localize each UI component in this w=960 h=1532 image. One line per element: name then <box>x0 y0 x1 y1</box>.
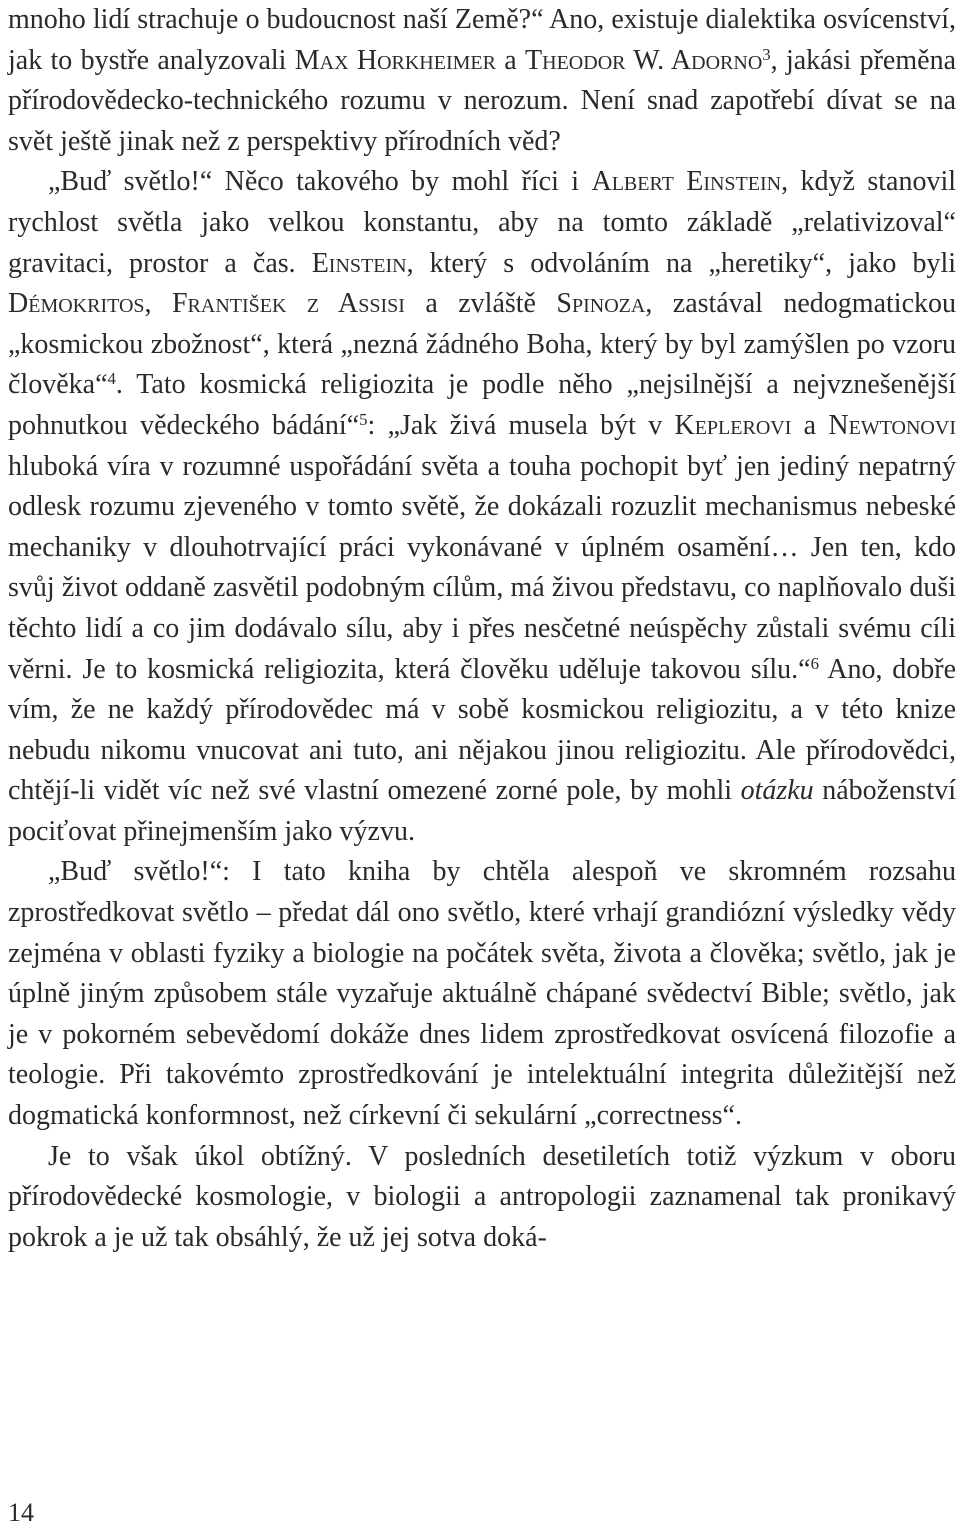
text-run: , jakási přeměna přírodovědecko-technického rozumu v nerozum. Není snad zapotřebí dívat se na svět ještě jinak než z perspektivy přírodních věd? <box>8 44 956 157</box>
name-smallcaps: Max Horkheimer <box>294 44 496 76</box>
paragraph <box>8 0 956 162</box>
name-smallcaps: Albert Einstein <box>591 166 782 198</box>
footnote-marker: 6 <box>810 653 819 673</box>
paragraph <box>8 162 956 852</box>
text-run: náboženství pociťovat přinejmenším jako výzvu. <box>8 775 956 847</box>
paragraph <box>8 1137 956 1259</box>
page-text <box>8 0 956 1258</box>
name-smallcaps: Newtonovi <box>828 409 956 441</box>
text-run: , který s odvoláním na „heretiky“, jako byli <box>406 247 956 279</box>
text-run: , zastával nedogmatickou „kosmickou zbožnost“, která „nezná žádného Boha, který by byl zamýšlen po vzoru člověka“ <box>8 288 957 401</box>
text-run: „Buď světlo!“: I tato kniha by chtěla alespoň ve skromném rozsahu zprostředkovat světlo – předat dál ono světlo, které vrhají grandiózní výsledky vědy zejména v oblasti fyziky a biologie na počátek světa, života a člověka; světlo, jak je úplně jiným způsobem stále vyzařuje aktuálně chápané svědectví Bible; světlo, jak je v pokorném sebevědomí dokáže dnes lidem zprostředkovat osvícená filozofie a teologie. Při takovémto zprostředkování je intelektuální integrita důležitější než dogmatická konformnost, než církevní či sekulární „correctness“. <box>8 856 956 1132</box>
name-smallcaps: Keplerovi <box>674 409 792 441</box>
emphasis: otázku <box>740 775 814 807</box>
text-run: a <box>495 44 526 76</box>
name-smallcaps: Spinoza <box>556 288 646 320</box>
paragraph <box>8 852 956 1136</box>
text-run: Je to však úkol obtížný. V posledních desetiletích totiž výzkum v oboru přírodovědecké kosmologie, v biologii a antropologii zaznamenal tak pronikavý pokrok a je už tak obsáhlý, že už jej sotva doká- <box>8 1140 956 1253</box>
name-smallcaps: František z Assisi <box>171 288 405 320</box>
text-run: . Tato kosmická religiozita je podle něho „nejsilnější a nejvznešenější pohnutkou vědeckého bádání“ <box>8 369 956 441</box>
text-run: hluboká víra v rozumné uspořádání světa a touha pochopit byť jen jediný nepatrný odlesk rozumu zjeveného v tomto světě, že dokázali rozuzlit mechanismus nebeské mechaniky v dlouhotrvající práci vykonávané v úplném osamění… Jen ten, kdo svůj život oddaně zasvětil podobným cílům, má živou představu, co naplňovalo duši těchto lidí a co jim dodávalo sílu, aby i přes nesčetné neúspěchy zůstali svému cíli věrni. Je to kosmická religiozita, která člověku uděluje takovou sílu.“ <box>8 450 956 685</box>
footnote-marker: 5 <box>359 409 368 429</box>
footnote-marker: 3 <box>762 44 771 64</box>
name-smallcaps: Theodor W. Adorno <box>525 44 763 76</box>
text-run: mnoho lidí strachuje o budoucnost naší Země?“ Ano, existuje dialektika osvícenství, jak to bystře analyzovali <box>8 4 956 76</box>
text-run: : „Jak živá musela být v <box>367 409 675 441</box>
text-run: , <box>144 288 172 320</box>
page-number: 14 <box>8 1498 34 1527</box>
text-run: , když stanovil rychlost světla jako velkou konstantu, aby na tomto základě „relativizoval“ gravitaci, prostor a čas. <box>8 166 956 279</box>
name-smallcaps: Einstein <box>311 247 407 279</box>
text-run: Ano, dobře vím, že ne každý přírodovědec má v sobě kosmickou religiozitu, a v této knize nebudu nikomu vnucovat ani tuto, ani nějakou jinou religiozitu. Ale přírodovědci, chtějí-li vidět víc než své vlastní omezené zorné pole, by mohli <box>8 653 956 807</box>
text-run: „Buď světlo!“ Něco takového by mohl říci i <box>48 166 592 198</box>
text-run: a zvláště <box>404 288 557 320</box>
text-run: a <box>791 409 829 441</box>
name-smallcaps: Démokritos <box>8 288 145 320</box>
footnote-marker: 4 <box>107 369 116 389</box>
